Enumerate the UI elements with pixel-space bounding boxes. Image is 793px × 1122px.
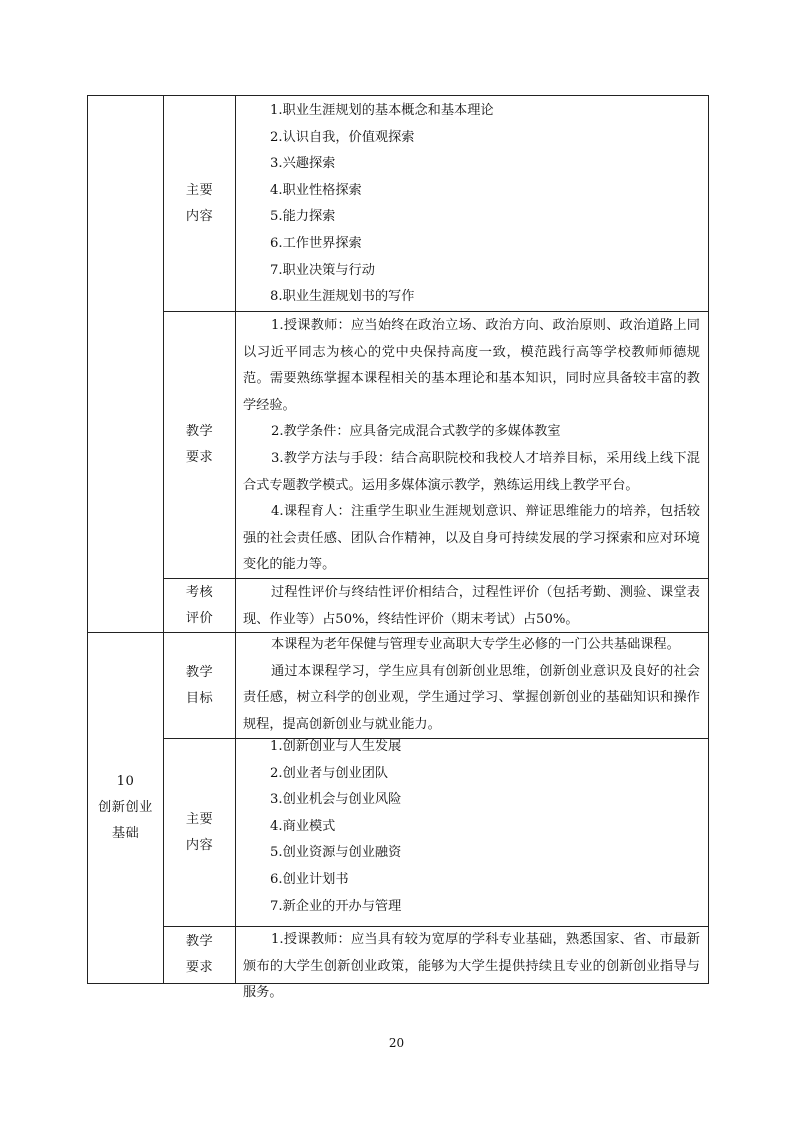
paragraph: 4.课程育人：注重学生职业生涯规划意识、辩证思维能力的培养，包括较强的社会责任感、团队合作精神，以及自身可持续发展的学习探索和应对环境变化的能力等。 — [243, 504, 700, 573]
page-number: 20 — [388, 1036, 405, 1050]
s9-requirements-label-line2: 要求 — [185, 450, 214, 465]
s9-content-label — [164, 96, 235, 311]
s9-evaluation-label-line2: 评价 — [185, 610, 214, 626]
list-item: 6.创业计划书 — [270, 871, 349, 887]
s10-objectives-text — [236, 632, 708, 738]
s10-objectives-label-line2: 目标 — [185, 690, 214, 706]
course-name-line2: 基础 — [111, 826, 140, 841]
s9-evaluation-text — [236, 580, 708, 632]
list-item: 5.创业资源与创业融资 — [270, 845, 402, 861]
s10-objectives-label — [164, 633, 235, 738]
s9-requirements-text — [236, 313, 708, 578]
course-number: 10 — [116, 774, 135, 789]
paragraph: 过程性评价与终结性评价相结合，过程性评价（包括考勤、测验、课堂表现、作业等）占50%，终结性评价（期末考试）占50%。 — [243, 585, 700, 627]
list-item: 7.新企业的开办与管理 — [270, 898, 402, 914]
s9-requirements-label — [164, 312, 235, 578]
s10-content-label-line2: 内容 — [185, 837, 214, 853]
list-item: 4.商业模式 — [270, 818, 336, 834]
s10-requirements-label-line2: 要求 — [185, 960, 214, 975]
s10-requirements-text — [236, 927, 708, 1001]
s9-evaluation-label — [164, 579, 235, 632]
list-item: 2.认识自我，价值观探索 — [270, 129, 415, 145]
paragraph: 1.授课教师：应当具有较为宽厚的学科专业基础，熟悉国家、省、市最新颁布的大学生创新创业政策，能够为大学生提供持续且专业的创新创业指导与服务。 — [243, 932, 700, 1001]
s10-content-label-line1: 主要 — [185, 811, 214, 827]
s9-content-label-line2: 内容 — [185, 208, 214, 224]
list-item: 5.能力探索 — [270, 209, 336, 225]
list-item: 2.创业者与创业团队 — [270, 765, 389, 781]
s9-content-label-line1: 主要 — [185, 182, 214, 198]
list-item: 8.职业生涯规划书的写作 — [270, 289, 415, 305]
s10-objectives-label-line1: 教学 — [185, 664, 214, 680]
list-item: 1.职业生涯规划的基本概念和基本理论 — [270, 103, 494, 118]
s9-content-list — [236, 98, 708, 311]
paragraph: 3.教学方法与手段：结合高职院校和我校人才培养目标，采用线上线下混合式专题教学模式。运用多媒体演示教学，熟练运用线上教学平台。 — [243, 450, 700, 493]
course-name-line1: 创新创业 — [98, 800, 153, 815]
paragraph: 本课程为老年保健与管理专业高职大专学生必修的一门公共基础课程。 — [271, 637, 680, 652]
list-item: 1.创新创业与人生发展 — [270, 739, 402, 754]
list-item: 3.创业机会与创业风险 — [270, 792, 402, 808]
s10-content-list — [236, 734, 708, 926]
s9-evaluation-label-line1: 考核 — [185, 584, 214, 600]
list-item: 7.职业决策与行动 — [270, 262, 375, 278]
course-name-cell — [88, 633, 163, 983]
paragraph: 2.教学条件：应具备完成混合式教学的多媒体教室 — [271, 424, 561, 440]
list-item: 4.职业性格探索 — [270, 182, 362, 198]
list-item: 3.兴趣探索 — [270, 156, 336, 172]
list-item: 6.工作世界探索 — [270, 235, 362, 251]
s10-content-label — [164, 739, 235, 926]
s10-requirements-label — [164, 927, 235, 983]
paragraph: 1.授课教师：应当始终在政治立场、政治方向、政治原则、政治道路上同以习近平同志为核心的党中央保持高度一致，模范践行高等学校教师师德规范。需要熟练掌握本课程相关的基本理论和基本知识，同时应具备较丰富的教学经验。 — [243, 318, 700, 413]
s10-requirements-label-line1: 教学 — [185, 934, 214, 949]
s9-requirements-label-line1: 教学 — [185, 424, 214, 439]
paragraph: 通过本课程学习，学生应具有创新创业思维，创新创业意识及良好的社会责任感，树立科学的创业观，学生通过学习、掌握创新创业的基础知识和操作规程，提高创新创业与就业能力。 — [243, 663, 700, 732]
